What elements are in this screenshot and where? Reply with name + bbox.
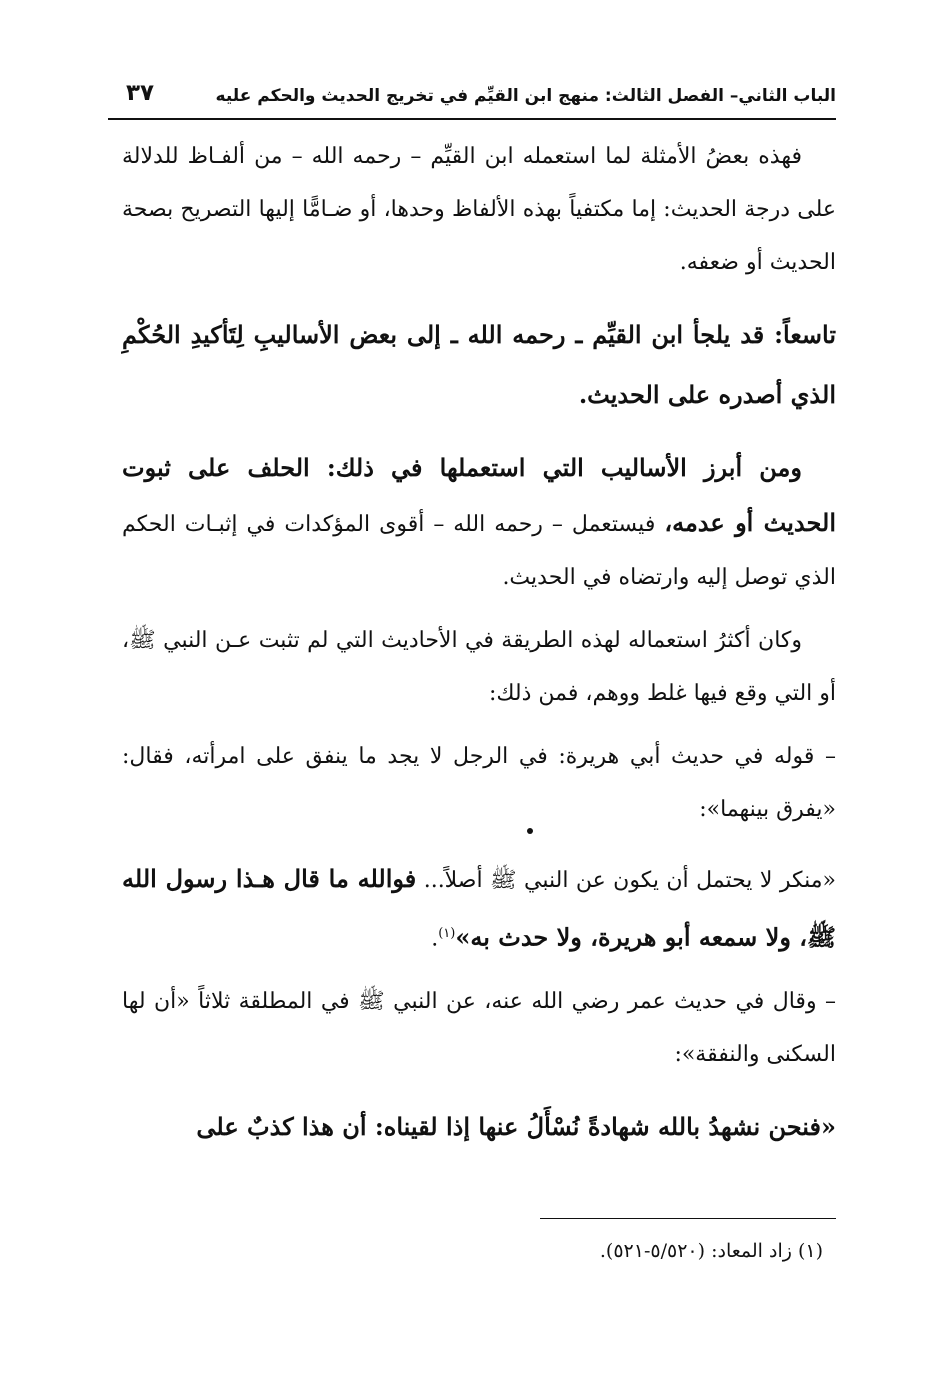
footnote-marker: (١) bbox=[438, 926, 456, 941]
paragraph-7-text: – وقال في حديث عمر رضي الله عنه، عن النبي ﷺ في المطلقة ثلاثاً «أن لها السكنى والنفقة»: bbox=[122, 989, 836, 1068]
paragraph-4 bbox=[122, 614, 836, 720]
body-text bbox=[122, 130, 836, 1157]
paragraph-4-text: وكان أكثرُ استعماله لهذه الطريقة في الأحاديث التي لم تثبت عـن النبي ﷺ، أو التي وقع فيها غلط ووهم، فمن ذلك: bbox=[122, 628, 836, 706]
paragraph-6-end: . bbox=[431, 926, 439, 952]
stray-dot bbox=[527, 828, 533, 834]
paragraph-8-quote bbox=[122, 1097, 836, 1157]
paragraph-1-text: فهذه بعضُ الأمثلة لما استعمله ابن القيِّم – رحمه الله – من ألفـاظ للدلالة على درجة الحديث: إما مكتفياً بهذه الألفاظ وحدها، أو ضـامًّا إليها التصريح بصحة الحديث أو ضعفه. bbox=[122, 144, 836, 275]
paragraph-5-text: – قوله في حديث أبي هريرة: في الرجل لا يجد ما ينفق على امرأته، فقال: «يفرق بينهما»: bbox=[122, 744, 836, 822]
paragraph-8-text: «فنحن نشهدُ بالله شهادةً نُسْأَلُ عنها إذا لقيناه: أن هذا كذبٌ على bbox=[196, 1112, 836, 1142]
footnote-separator bbox=[540, 1218, 836, 1219]
paragraph-3 bbox=[122, 441, 836, 604]
paragraph-6-quote bbox=[122, 852, 836, 965]
footnote: (١) زاد المعاد: (٥/٥٢٠-٥٢١). bbox=[599, 1240, 823, 1262]
running-header bbox=[108, 78, 836, 120]
paragraph-2-text: تاسعاً: قد يلجأ ابن القيِّم ـ رحمه الله ـ إلى بعض الأساليبِ لِتَأكيدِ الحُكْمِ الذي أصدره على الحديث. bbox=[122, 320, 836, 409]
header-title: الباب الثاني– الفصل الثالث: منهج ابن القيِّم في تخريج الحديث والحكم عليه bbox=[215, 86, 836, 106]
paragraph-6-bold: فوالله ما قال هـذا رسول الله ﷺ، ولا سمعه أبو هريرة، ولا حدث به» bbox=[122, 864, 836, 952]
paragraph-2 bbox=[122, 305, 836, 425]
paragraph-7 bbox=[122, 975, 836, 1081]
paragraph-3-bold: ومن أبرز الأساليب التي استعملها في ذلك: الحلف على ثبوت الحديث أو عدمه، bbox=[122, 453, 836, 537]
paragraph-5 bbox=[122, 730, 836, 836]
paragraph-3-text: فيستعمل – رحمه الله – أقوى المؤكدات في إثبـات الحكم الذي توصل إليه وارتضاه في الحديث. bbox=[122, 512, 836, 590]
paragraph-1 bbox=[122, 130, 836, 289]
paragraph-6-text: «منكر لا يحتمل أن يكون عن النبي ﷺ أصلاً... bbox=[416, 868, 836, 893]
page-number: ٣٧ bbox=[126, 80, 155, 106]
